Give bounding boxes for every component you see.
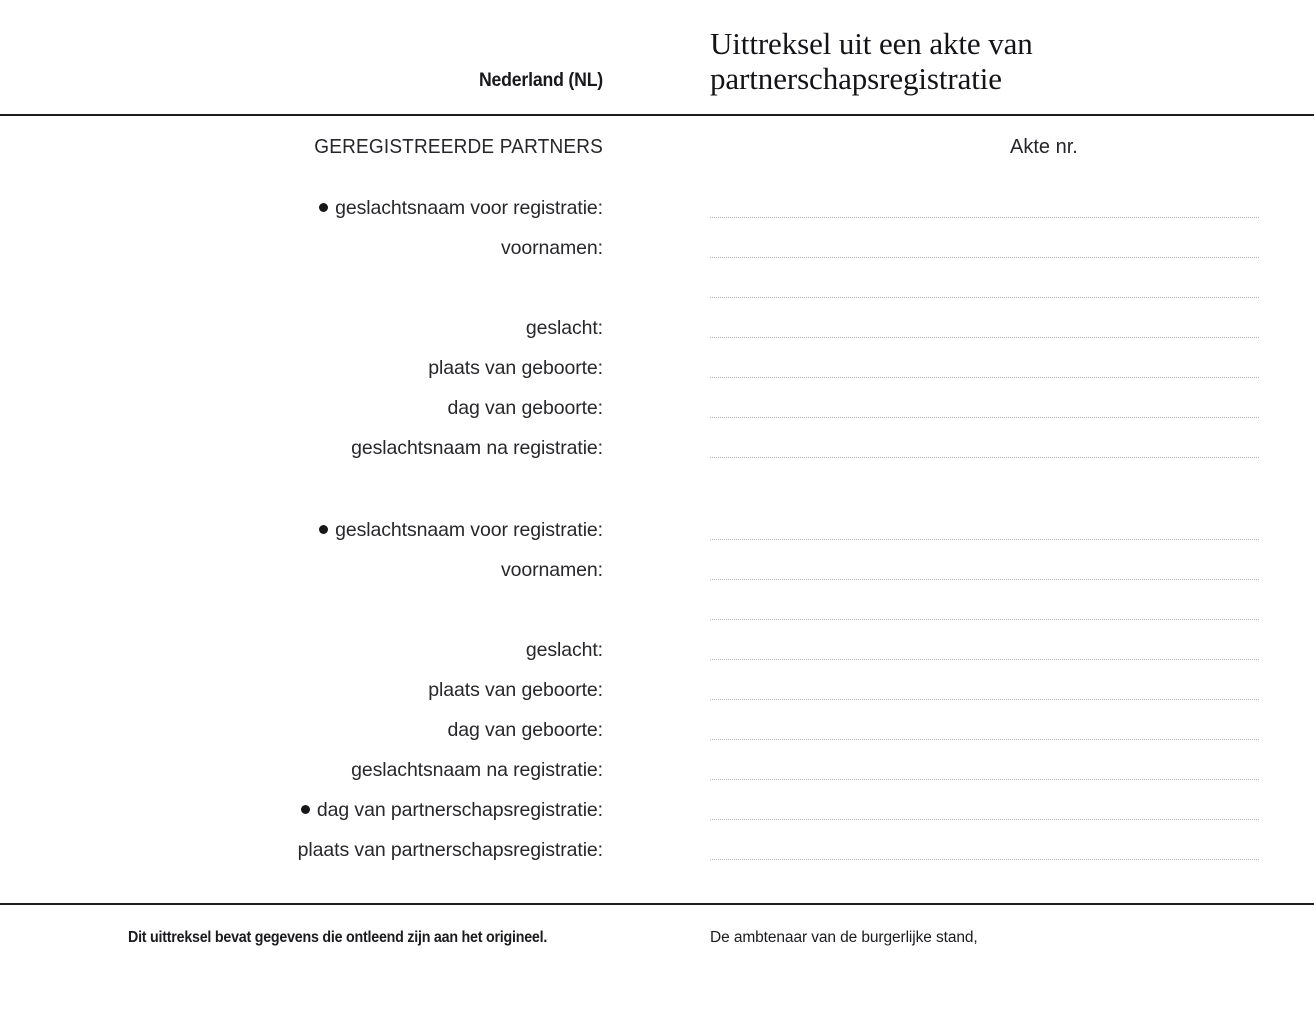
document-footer [0, 905, 1314, 1033]
form-row-label-text: geslachtsnaam voor registratie: [335, 519, 603, 541]
form-row [0, 196, 1314, 226]
form-row-label-text: geslachtsnaam voor registratie: [335, 197, 603, 219]
form-row [0, 316, 1314, 346]
form-row [0, 236, 1314, 266]
form-row [0, 518, 1314, 548]
form-row [0, 276, 1314, 306]
form-row-label [0, 638, 603, 662]
form-row-label [0, 558, 603, 582]
form-row-input-line[interactable] [710, 417, 1259, 418]
form-row-label [0, 678, 603, 702]
form-row-input-line[interactable] [710, 619, 1259, 620]
form-row-input-line[interactable] [710, 539, 1259, 540]
form-row-label-text: geslacht: [525, 317, 603, 339]
form-row-label-text: dag van geboorte: [447, 397, 603, 419]
form-row-input-line[interactable] [710, 739, 1259, 740]
form-row-input-line[interactable] [710, 457, 1259, 458]
form-row-label [0, 356, 603, 380]
form-row-input-line[interactable] [710, 819, 1259, 820]
footer-note-origineel: Dit uittreksel bevat gegevens die ontleend zijn aan het origineel. [128, 929, 548, 946]
form-row-label-text: plaats van partnerschapsregistratie: [297, 839, 603, 861]
form-row-label-text: voornamen: [501, 237, 603, 259]
form-row-label [0, 196, 603, 220]
form-row-label [0, 718, 603, 742]
form-row-input-line[interactable] [710, 217, 1259, 218]
form-row-label [0, 758, 603, 782]
form-row [0, 356, 1314, 386]
form-row-input-line[interactable] [710, 699, 1259, 700]
form-row-label-text: geslacht: [525, 639, 603, 661]
document-header [0, 0, 1314, 114]
form-row [0, 758, 1314, 788]
form-row-input-line[interactable] [710, 337, 1259, 338]
form-row-label [0, 316, 603, 340]
form-row [0, 436, 1314, 466]
form-row-label [0, 838, 603, 862]
form-row-label-text: dag van geboorte: [447, 719, 603, 741]
bullet-icon [301, 805, 310, 814]
bullet-icon [319, 203, 328, 212]
form-row [0, 598, 1314, 628]
form-row-input-line[interactable] [710, 257, 1259, 258]
form-row-input-line[interactable] [710, 779, 1259, 780]
form-row [0, 798, 1314, 828]
form-row-label-text: plaats van geboorte: [428, 679, 603, 701]
form-row [0, 638, 1314, 668]
form-row-input-line[interactable] [710, 579, 1259, 580]
form-row [0, 396, 1314, 426]
section-title-geregistreerde-partners: GEREGISTREERDE PARTNERS [314, 136, 603, 158]
form-row-label-text: dag van partnerschapsregistratie: [316, 799, 603, 821]
form-row [0, 678, 1314, 708]
form-row [0, 718, 1314, 748]
footer-signature-label: De ambtenaar van de burgerlijke stand, [710, 929, 978, 946]
document-title: Uittreksel uit een akte van partnerschapsregistratie [710, 26, 1033, 96]
akte-nr-label: Akte nr. [1010, 136, 1078, 158]
form-row-input-line[interactable] [710, 659, 1259, 660]
form-row [0, 838, 1314, 868]
form-row-label-text: geslachtsnaam na registratie: [351, 759, 603, 781]
form-row-input-line[interactable] [710, 859, 1259, 860]
form-row-input-line[interactable] [710, 377, 1259, 378]
form-row-label-text: voornamen: [501, 559, 603, 581]
country-label: Nederland (NL) [478, 70, 603, 91]
form-row-label [0, 236, 603, 260]
form-row-label-text: geslachtsnaam na registratie: [351, 437, 603, 459]
form-row-input-line[interactable] [710, 297, 1259, 298]
form-body [0, 114, 1314, 903]
form-row-label [0, 518, 603, 542]
form-row-label [0, 798, 603, 822]
form-row-label [0, 396, 603, 420]
form-row-label-text: plaats van geboorte: [428, 357, 603, 379]
bullet-icon [319, 525, 328, 534]
form-row [0, 558, 1314, 588]
form-row-label [0, 436, 603, 460]
